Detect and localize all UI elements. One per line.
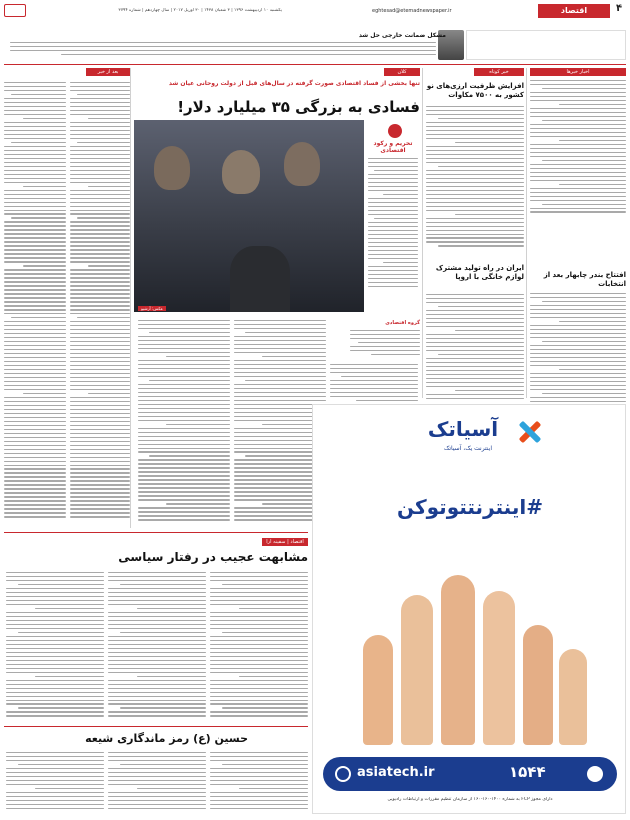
finger-4 xyxy=(483,591,515,745)
bottom-story-headline: حسین (ع) رمز ماندگاری شیعه xyxy=(85,732,248,745)
finger-2 xyxy=(401,595,433,745)
ad-license: دارای مجوز FCP به شماره ۱۴۰۰-۱۶۰-۱۶۰ از سازمان تنظیم مقررات و ارتباطات رادیویی xyxy=(387,797,553,802)
politics-story xyxy=(4,538,308,724)
section-title: اقتصاد xyxy=(538,4,610,18)
phone-icon xyxy=(587,766,603,782)
politics-headline: مشابهت عجیب در رفتار سیاسی xyxy=(118,550,308,564)
quote-label: گروه اقتصادی xyxy=(385,320,420,326)
main-story-col-3 xyxy=(138,320,230,524)
side-news-list xyxy=(530,80,626,220)
politics-col-1 xyxy=(210,572,308,722)
finger-3 xyxy=(441,575,475,745)
photo-crowd-3 xyxy=(284,142,320,186)
ad-asiatech xyxy=(312,404,626,814)
top-story-title: مشکل ضمانت خارجی حل شد xyxy=(358,32,446,39)
bottom-story xyxy=(4,730,308,816)
quote-body xyxy=(350,330,420,360)
politics-tag: اقتصاد | سفینه ارا xyxy=(262,538,308,546)
quote-box xyxy=(350,320,420,360)
left-divider xyxy=(130,68,131,528)
mid-rule xyxy=(4,532,308,533)
politics-col-3 xyxy=(6,572,104,722)
ad-contact-bar xyxy=(323,757,617,791)
news-brief-body xyxy=(426,106,524,256)
ad-website[interactable]: asiatech.ir xyxy=(357,765,435,780)
news-brief-tag: خبر کوتاه xyxy=(474,68,524,76)
ad-hashtag: #اینترنتتوتوکن xyxy=(397,495,543,519)
left-column-tag: بعد از خبر xyxy=(86,68,130,76)
photo-crowd-1 xyxy=(154,146,190,190)
photo-speaker xyxy=(230,246,290,312)
news-brief-headline: افزایش ظرفیت ارزی‌های نو کشور به ۷۵۰۰ مکاوات xyxy=(426,82,524,99)
masthead-logo xyxy=(4,4,26,17)
info-box xyxy=(366,124,420,302)
finger-5 xyxy=(523,625,553,745)
side-news xyxy=(530,68,626,398)
top-story-divider xyxy=(466,30,626,60)
bottom-col-3 xyxy=(6,752,104,814)
brief-divider xyxy=(422,68,423,398)
story3-title: ایران در راه تولید مشترک لوازم خانگی با اروپا xyxy=(435,264,524,281)
ad-brand: آسیاتک xyxy=(427,417,499,441)
photo-crowd-2 xyxy=(222,150,260,194)
globe-icon xyxy=(335,766,351,782)
side-story-title: افتتاح بندر چابهار بعد از انتخابات xyxy=(543,271,626,288)
ad-slogan: اینترنت یک، آسیاتک xyxy=(444,445,492,452)
left-col-a xyxy=(70,82,130,528)
info-box-icon xyxy=(388,124,402,138)
finger-1 xyxy=(363,635,393,745)
left-col-b xyxy=(4,82,66,528)
finger-6 xyxy=(559,649,587,745)
ad-finger-puppets xyxy=(353,575,593,755)
main-photo xyxy=(134,120,364,312)
news-brief xyxy=(426,68,524,398)
ad-phone[interactable]: ۱۵۴۴ xyxy=(509,763,546,781)
dateline: یکشنبه ۱۰ اردیبهشت ۱۳۹۶ | ۳ شعبان ۱۴۳۸ | ۳۰ آوریل ۲۰۱۷ | سال چهاردهم | شماره ۳۷۹۴ xyxy=(118,8,282,13)
bottom-rule xyxy=(4,726,308,727)
ad-logo-x xyxy=(517,419,543,445)
side-news-tag: اخبار خبرها xyxy=(530,68,626,76)
top-rule xyxy=(4,64,626,65)
bottom-col-1 xyxy=(210,752,308,814)
politics-col-2 xyxy=(108,572,206,722)
photo-caption: عکس: آرشیو xyxy=(138,306,166,311)
left-column xyxy=(4,68,130,528)
info-box-body xyxy=(368,158,418,298)
top-story-body xyxy=(10,42,436,62)
masthead-email: eghtesad@etemadnewspaper.ir xyxy=(372,8,452,14)
page-number: ۴ xyxy=(615,3,623,14)
main-story-kicker: تنها بخشی از فساد اقتصادی صورت گرفته در سال‌های قبل از دولت روحانی عیان شد xyxy=(168,80,420,87)
main-story-tag: کلان xyxy=(384,68,420,76)
masthead xyxy=(0,0,630,22)
side-divider xyxy=(526,68,527,398)
bottom-col-2 xyxy=(108,752,206,814)
info-box-title: تحریم و رکود اقتصادی xyxy=(373,140,413,154)
main-story-headline: فسادی به بزرگی ۳۵ میلیارد دلار! xyxy=(177,98,420,116)
top-story xyxy=(4,28,626,62)
